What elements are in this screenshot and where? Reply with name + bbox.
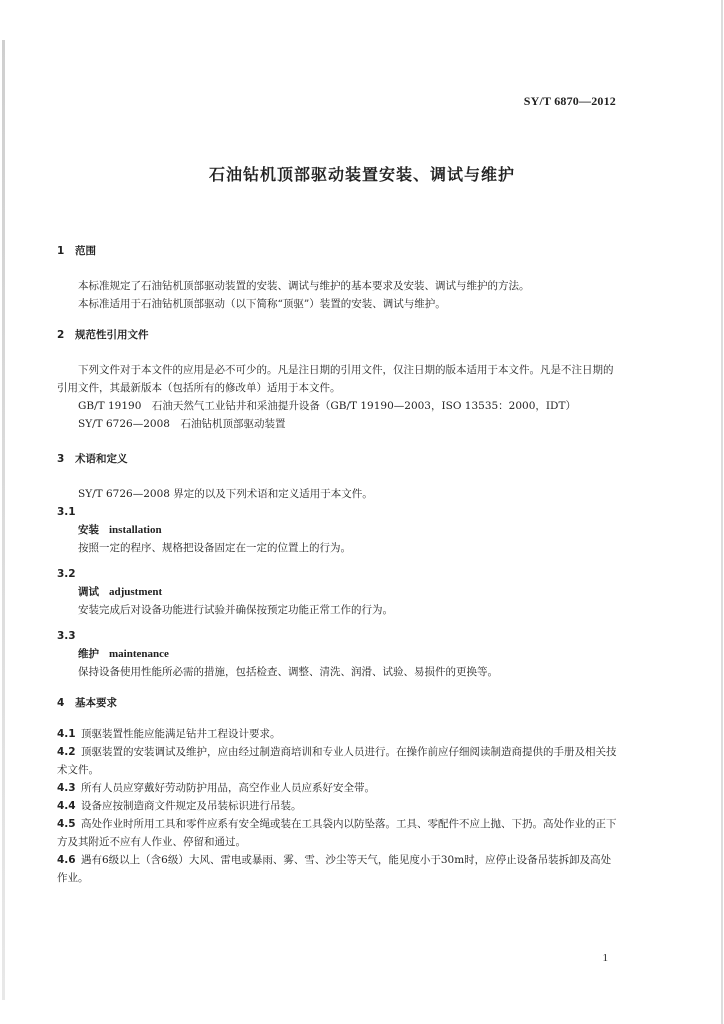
- requirement-text: 顶驱装置性能应能满足钻井工程设计要求。: [81, 728, 281, 740]
- requirement-number: 4.6: [57, 854, 76, 866]
- section-title: 范围: [75, 245, 96, 257]
- section-heading-normative-references: [57, 326, 618, 344]
- term-en: adjustment: [109, 586, 163, 598]
- paragraph: 下列文件对于本文件的应用是必不可少的。凡是注日期的引用文件，仅注日期的版本适用于本文件。凡是不注日期的引用文件，其最新版本（包括所有的修改单）适用于本文件。: [57, 364, 614, 394]
- section-number: 4: [57, 697, 65, 709]
- section-number: 2: [57, 329, 65, 341]
- term-definition: 按照一定的程序、规格把设备固定在一定的位置上的行为。: [78, 542, 351, 554]
- requirement-number: 4.2: [57, 746, 76, 758]
- requirement-text: 所有人员应穿戴好劳动防护用品，高空作业人员应系好安全带。: [81, 782, 375, 794]
- term-zh: 安装: [78, 524, 99, 536]
- reference-entry: GB/T 19190 石油天然气工业钻井和采油提升设备（GB/T 19190—2003，ISO 13535：2000，IDT）: [78, 400, 576, 412]
- term-en: maintenance: [109, 648, 169, 660]
- scan-edge-right: [721, 0, 723, 1024]
- reference-entry: SY/T 6726—2008 石油钻机顶部驱动装置: [78, 418, 286, 430]
- requirement-text: 遇有6级以上（含6级）大风、雷电或暴雨、雾、雪、沙尘等天气，能见度小于30m时，应停止设备吊装拆卸及高处作业。: [57, 854, 612, 884]
- term-zh: 维护: [78, 648, 99, 660]
- requirement-item: [57, 851, 618, 887]
- term-entry: [57, 565, 618, 619]
- term-definition: 安装完成后对设备功能进行试验并确保按预定功能正常工作的行为。: [78, 604, 393, 616]
- term-zh: 调试: [78, 586, 99, 598]
- document-title: 石油钻机顶部驱动装置安装、调试与维护: [208, 165, 515, 184]
- term-definition: 保持设备使用性能所必需的措施，包括检查、调整、清洗、润滑、试验、易损件的更换等。: [78, 666, 498, 678]
- requirement-item: [57, 815, 618, 851]
- requirement-number: 4.4: [57, 800, 76, 812]
- page-number: 1: [602, 952, 608, 964]
- requirement-number: 4.1: [57, 728, 76, 740]
- document-body: [57, 242, 618, 887]
- requirement-item: [57, 743, 618, 779]
- standard-code: SY/T 6870—2012: [523, 94, 616, 108]
- requirement-text: 设备应按制造商文件规定及吊装标识进行吊装。: [81, 800, 302, 812]
- term-entry: [57, 503, 618, 557]
- requirement-item: [57, 797, 618, 815]
- section-number: 3: [57, 453, 65, 465]
- requirement-item: [57, 779, 618, 797]
- requirement-text: 高处作业时所用工具和零件应系有安全绳或装在工具袋内以防坠落。工具、零配件不应上抛、下扔。高处作业的正下方及其附近不应有人作业、停留和通过。: [57, 818, 617, 848]
- term-number: 3.3: [57, 630, 76, 642]
- paragraph: 本标准规定了石油钻机顶部驱动装置的安装、调试与维护的基本要求及安装、调试与维护的方法。: [78, 280, 530, 292]
- section-title: 规范性引用文件: [75, 329, 149, 341]
- requirement-item: [57, 725, 618, 743]
- paragraph: 本标准适用于石油钻机顶部驱动（以下简称“顶驱”）装置的安装、调试与维护。: [78, 298, 446, 310]
- section-title: 术语和定义: [75, 453, 128, 465]
- section-heading-basic-requirements: [57, 694, 618, 712]
- section-heading-terms: [57, 450, 618, 468]
- term-entry: [57, 627, 618, 681]
- section-title: 基本要求: [75, 697, 117, 709]
- term-number: 3.1: [57, 506, 76, 518]
- paragraph: SY/T 6726—2008 界定的以及下列术语和定义适用于本文件。: [78, 488, 373, 500]
- requirement-number: 4.5: [57, 818, 76, 830]
- term-number: 3.2: [57, 568, 76, 580]
- requirement-number: 4.3: [57, 782, 76, 794]
- section-number: 1: [57, 245, 65, 257]
- requirement-text: 顶驱装置的安装调试及维护，应由经过制造商培训和专业人员进行。在操作前应仔细阅读制造商提供的手册及相关技术文件。: [57, 746, 617, 776]
- section-heading-scope: [57, 242, 618, 260]
- term-en: installation: [109, 524, 162, 536]
